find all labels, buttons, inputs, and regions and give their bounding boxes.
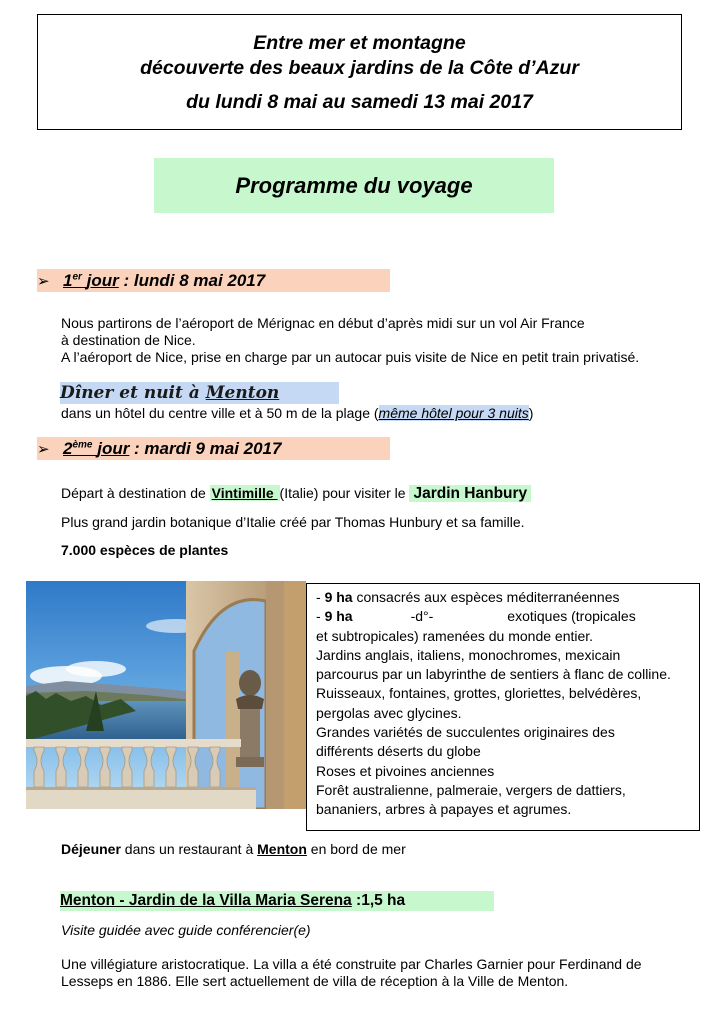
day2-heading: ➢ 2ème jour : mardi 9 mai 2017: [37, 437, 390, 460]
feature-row: - 9 ha -d°- exotiques (tropicales: [316, 608, 636, 625]
feature-row: Grandes variétés de succulentes originaires des: [316, 724, 615, 741]
feature-row: et subtropicales) ramenées du monde entier.: [316, 627, 594, 644]
header-title-line1: Entre mer et montagne: [253, 32, 466, 54]
day1-heading: ➢ 1er jour : lundi 8 mai 2017: [37, 269, 390, 292]
villa-line2: Lesseps en 1886. Elle sert actuellement de villa de réception à la Ville de Menton.: [61, 973, 569, 989]
guided-visit: Visite guidée avec guide conférencier(e): [61, 922, 311, 938]
day1-line2: à destination de Nice.: [61, 332, 196, 348]
header-title-line2: découverte des beaux jardins de la Côte d’Azur: [140, 57, 579, 79]
day2-departure: Départ à destination de Vintimille (Italie) pour visiter le Jardin Hanbury: [61, 484, 531, 503]
feature-row: pergolas avec glycines.: [316, 704, 462, 721]
feature-row: parcourus par un labyrinthe de sentiers à flanc de colline.: [316, 666, 671, 683]
arrow-bullet-icon: ➢: [37, 273, 50, 290]
villa-description: [61, 956, 642, 990]
lunch-place: Menton: [257, 841, 307, 857]
program-title: Programme du voyage: [154, 158, 554, 213]
day1-line1: Nous partirons de l’aéroport de Mérignac en début d’après midi sur un vol Air France: [61, 315, 585, 331]
hotel-line: dans un hôtel du centre ville et à 50 m de la plage (même hôtel pour 3 nuits): [61, 405, 534, 421]
garden-hanbury: Jardin Hanbury: [409, 485, 531, 502]
day1-paragraph: [61, 315, 639, 366]
dinner-place: Menton: [205, 383, 280, 403]
feature-row: - 9 ha consacrés aux espèces méditerranéennes: [316, 589, 620, 605]
header-box: [37, 14, 682, 130]
day2-description: Plus grand jardin botanique d’Italie créé par Thomas Hunbury et sa famille.: [61, 514, 525, 530]
feature-row: Roses et pivoines anciennes: [316, 762, 495, 779]
feature-row: différents déserts du globe: [316, 743, 481, 760]
garden-terrace-photo: [26, 581, 306, 809]
garden-features-box: [306, 583, 700, 831]
feature-row: Ruisseaux, fontaines, grottes, gloriettes, belvédères,: [316, 685, 642, 702]
menton-garden-title: Menton - Jardin de la Villa Maria Serena :1,5 ha: [60, 891, 494, 911]
villa-line1: Une villégiature aristocratique. La villa a été construite par Charles Garnier pour Ferdinand de: [61, 956, 642, 972]
feature-row: Forêt australienne, palmeraie, vergers de dattiers,: [316, 781, 626, 798]
feature-row: Jardins anglais, italiens, monochromes, mexicain: [316, 646, 621, 663]
day1-line3: A l’aéroport de Nice, prise en charge par un autocar puis visite de Nice en petit train privatisé.: [61, 349, 640, 365]
dinner-heading: Dîner et nuit à Menton: [60, 382, 339, 404]
feature-row: bananiers, arbres à papayes et agrumes.: [316, 801, 572, 818]
hotel-note: même hôtel pour 3 nuits: [378, 405, 529, 421]
arrow-bullet-icon: ➢: [37, 441, 50, 458]
header-dates: du lundi 8 mai au samedi 13 mai 2017: [186, 91, 533, 113]
species-count: 7.000 espèces de plantes: [61, 542, 229, 558]
city-vintimille: Vintimille: [211, 485, 278, 501]
lunch-line: Déjeuner dans un restaurant à Menton en bord de mer: [61, 841, 406, 857]
